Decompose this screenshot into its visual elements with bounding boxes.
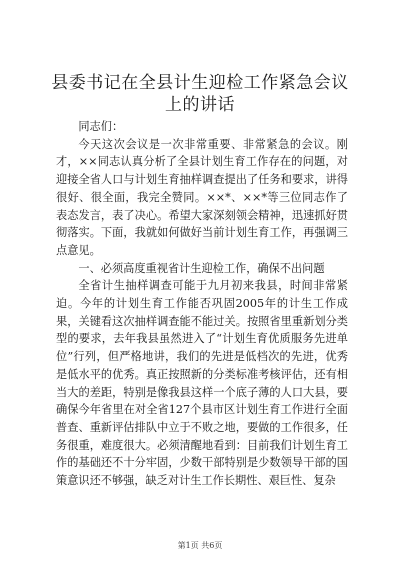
paragraph-intro: 今天这次会议是一次非常重要、非常紧急的会议。刚才，××同志认真分析了全县计划生育工作存在的问题，对迎接全省人口与计划生育抽样调查提出了任务和要求，讲得很好、很全面，我完全赞同。××*、××*等三位同志作了表态发言，表了决心。希望大家深刻领会精神，迅速抓好贯彻落实。下面，我就如何做好当前计划生育工作，再强调三点意见。 <box>56 137 348 257</box>
section-heading: 一、必须高度重视省计生迎检工作，确保不出问题 <box>78 261 325 275</box>
paragraph-section-1: 全省计生抽样调查可能于九月初来我县，时间非常紧迫。今年的计划生育工作能否巩固2005年的计生工作成果，关键看这次抽样调查能不能过关。按照省里重新划分类型的要求，去年我县虽然进入了“计划生育优质服务先进单位”行列，但严格地讲，我们的先进是低档次的先进，优秀是低水平的优秀。真正按照新的分类标准考核评估，还有相当大的差距，特别是像我县这样一个底子薄的人口大县，要确保今年省里在对全省127个县市区计划生育工作进行全面普查、重新评估排队中立于不败之地，要做的工作很多，任务很重，难度很大。必须清醒地看到：目前我们计划生育工作的基础还不十分牢固，少数干部特别是少数领导干部的国策意识还不够强，缺乏对计生工作长期性、艰巨性、复杂 <box>56 279 348 488</box>
document-body <box>56 118 348 490</box>
document-title: 县委书记在全县计生迎检工作紧急会议上的讲话 <box>51 73 349 115</box>
salutation: 同志们： <box>78 120 124 133</box>
page-number-footer: 第1页 共6页 <box>177 541 223 550</box>
